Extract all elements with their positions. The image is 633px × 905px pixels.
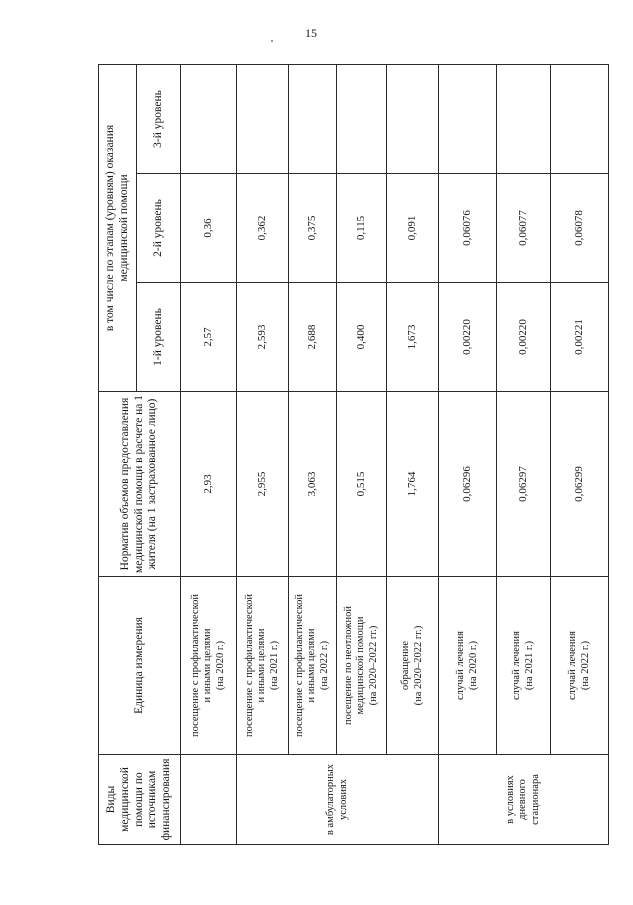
norm-cell: 0,06299 bbox=[551, 392, 609, 577]
header-level-3: 3-й уровень bbox=[137, 65, 181, 174]
level3-cell bbox=[181, 65, 237, 174]
header-level-1: 1-й уровень bbox=[137, 283, 181, 392]
level2-cell: 0,06078 bbox=[551, 174, 609, 283]
header-unit: Единица измерения bbox=[99, 577, 181, 755]
header-levels: в том числе по этапам (уровням) оказания медицинской помощи bbox=[99, 65, 137, 392]
header-kind: Виды медицинской помощи по источникам финансирования bbox=[99, 755, 181, 845]
level1-cell: 0,00220 bbox=[439, 283, 497, 392]
norm-cell: 3,063 bbox=[289, 392, 337, 577]
unit-cell: случай лечения (на 2020 г.) bbox=[439, 577, 497, 755]
header-norm: Норматив объемов предоставления медицинской помощи в расчете на 1 жителя (на 1 застрахованное лицо) bbox=[99, 392, 181, 577]
unit-cell: посещение по неотложной медицинской помощи (на 2020–2022 гг.) bbox=[337, 577, 387, 755]
level1-cell: 0,400 bbox=[337, 283, 387, 392]
norm-cell: 0,06296 bbox=[439, 392, 497, 577]
table-row bbox=[387, 65, 439, 845]
table-row bbox=[551, 65, 609, 845]
medical-care-volume-table bbox=[98, 64, 609, 845]
table-row bbox=[439, 65, 497, 845]
unit-cell: случай лечения (на 2022 г.) bbox=[551, 577, 609, 755]
unit-cell: обращение (на 2020–2022 гг.) bbox=[387, 577, 439, 755]
rotated-table-container bbox=[98, 65, 608, 845]
group-cell-day-hospital: в условиях дневного стационара bbox=[439, 755, 609, 845]
level3-cell bbox=[439, 65, 497, 174]
level3-cell bbox=[289, 65, 337, 174]
level3-cell bbox=[551, 65, 609, 174]
table-row bbox=[337, 65, 387, 845]
table-row bbox=[181, 65, 237, 845]
level3-cell bbox=[387, 65, 439, 174]
level1-cell: 1,673 bbox=[387, 283, 439, 392]
norm-cell: 0,06297 bbox=[497, 392, 551, 577]
level1-cell: 2,688 bbox=[289, 283, 337, 392]
table-row bbox=[289, 65, 337, 845]
level2-cell: 0,36 bbox=[181, 174, 237, 283]
level1-cell: 0,00220 bbox=[497, 283, 551, 392]
norm-cell: 2,93 bbox=[181, 392, 237, 577]
group-cell-ambulatory: в амбулаторных условиях bbox=[237, 755, 439, 845]
level3-cell bbox=[497, 65, 551, 174]
page-number: 15 bbox=[305, 26, 317, 40]
level2-cell: 0,06077 bbox=[497, 174, 551, 283]
level1-cell: 2,593 bbox=[237, 283, 289, 392]
norm-cell: 1,764 bbox=[387, 392, 439, 577]
header-level-2: 2-й уровень bbox=[137, 174, 181, 283]
level3-cell bbox=[237, 65, 289, 174]
level2-cell: 0,115 bbox=[337, 174, 387, 283]
unit-cell: посещение с профилактической и иными целями (на 2021 г.) bbox=[237, 577, 289, 755]
unit-cell: посещение с профилактической и иными целями (на 2022 г.) bbox=[289, 577, 337, 755]
level2-cell: 0,06076 bbox=[439, 174, 497, 283]
level2-cell: 0,375 bbox=[289, 174, 337, 283]
table-row bbox=[237, 65, 289, 845]
level3-cell bbox=[337, 65, 387, 174]
level1-cell: 0,00221 bbox=[551, 283, 609, 392]
table-row bbox=[497, 65, 551, 845]
scan-speck bbox=[271, 40, 273, 42]
unit-cell: случай лечения (на 2021 г.) bbox=[497, 577, 551, 755]
norm-cell: 2,955 bbox=[237, 392, 289, 577]
unit-cell: посещение с профилактической и иными целями (на 2020 г.) bbox=[181, 577, 237, 755]
group-cell-empty bbox=[181, 755, 237, 845]
level1-cell: 2,57 bbox=[181, 283, 237, 392]
level2-cell: 0,091 bbox=[387, 174, 439, 283]
level2-cell: 0,362 bbox=[237, 174, 289, 283]
norm-cell: 0,515 bbox=[337, 392, 387, 577]
